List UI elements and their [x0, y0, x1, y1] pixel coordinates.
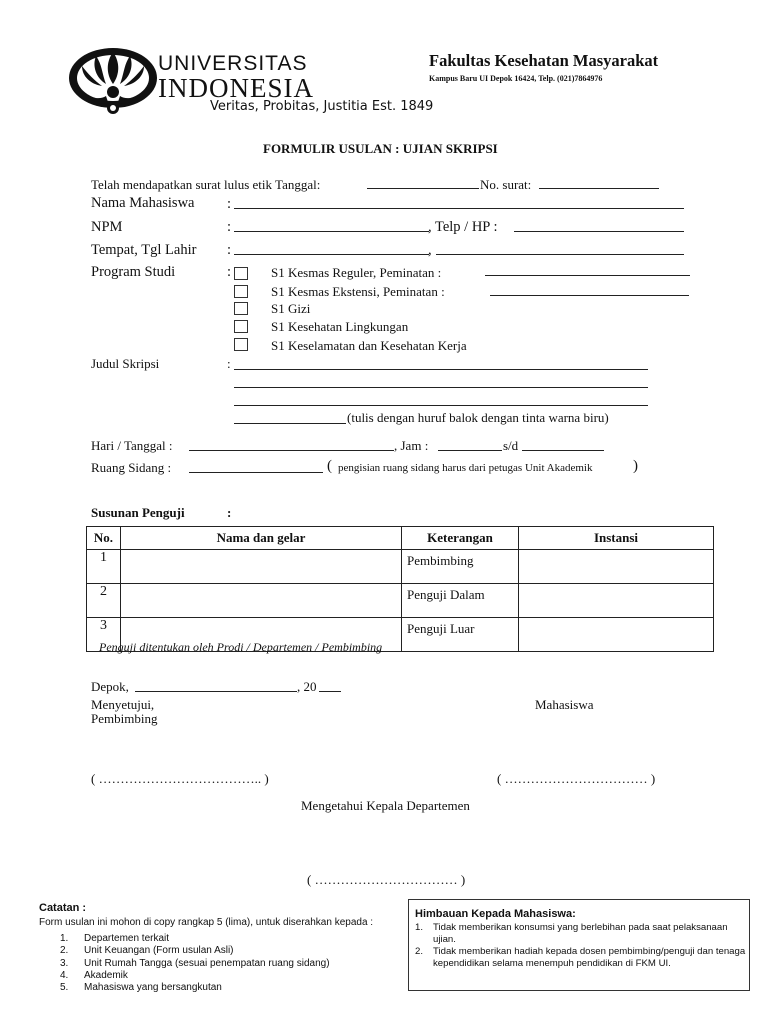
list-item: 4. Akademik: [60, 969, 128, 981]
program-option-2: S1 Kesmas Ekstensi, Peminatan :: [271, 284, 445, 299]
nama-label: Nama Mahasiswa: [91, 195, 195, 211]
list-item: 2. Tidak memberikan hadiah kepada dosen pembimbing/penguji dan tenaga kependidikan selama menempuh pendidikan di FKM UI.: [415, 946, 746, 969]
program-option-4: S1 Kesehatan Lingkungan: [271, 319, 409, 334]
keterangan-cell: Penguji Dalam: [402, 584, 519, 618]
himbauan-list: [415, 922, 749, 970]
telp-field[interactable]: [514, 231, 684, 232]
catatan-title: Catatan :: [39, 902, 87, 914]
ruang-field[interactable]: [189, 472, 323, 473]
form-title: FORMULIR USULAN : UJIAN SKRIPSI: [263, 141, 498, 156]
catatan-list: [60, 933, 330, 994]
university-name-line1: UNIVERSITAS: [158, 52, 308, 75]
catatan-intro: Form usulan ini mohon di copy rangkap 5 (lima), untuk diserahkan kepada :: [39, 917, 374, 928]
peminatan-reguler-field[interactable]: [485, 275, 690, 276]
no-surat-field[interactable]: [539, 188, 659, 189]
nama-field[interactable]: [234, 208, 684, 209]
pembimbing-signature[interactable]: ( ……………………………….. ): [91, 771, 269, 786]
depok-year-field[interactable]: [319, 691, 341, 692]
mengetahui-label: Mengetahui Kepala Departemen: [301, 798, 470, 813]
etik-label: Telah mendapatkan surat lulus etik Tanggal:: [91, 177, 321, 192]
ruang-note-open: (: [327, 458, 332, 474]
judul-line-4[interactable]: [234, 423, 346, 424]
table-row: [87, 550, 714, 584]
mahasiswa-label: Mahasiswa: [535, 697, 594, 712]
program-checkbox-4[interactable]: [234, 320, 248, 333]
nama-cell[interactable]: [121, 584, 402, 618]
npm-colon: :: [227, 219, 232, 235]
judul-line-3[interactable]: [234, 405, 648, 406]
program-checkbox-5[interactable]: [234, 338, 248, 351]
program-checkbox-3[interactable]: [234, 302, 248, 315]
ttl-comma: ,: [428, 242, 432, 258]
faculty-name: Fakultas Kesehatan Masyarakat: [429, 51, 659, 70]
himbauan-box: [408, 899, 750, 991]
program-colon: :: [227, 264, 232, 280]
keterangan-cell: Penguji Luar: [402, 618, 519, 652]
keterangan-cell: Pembimbing: [402, 550, 519, 584]
program-option-3: S1 Gizi: [271, 301, 311, 316]
program-checkbox-2[interactable]: [234, 285, 248, 298]
penguji-note: Penguji ditentukan oleh Prodi / Departemen / Pembimbing: [99, 640, 383, 654]
npm-field[interactable]: [234, 231, 429, 232]
penguji-table: [86, 526, 714, 652]
jam-label: , Jam :: [394, 438, 429, 453]
row-no: 2: [87, 584, 121, 618]
kepala-departemen-signature[interactable]: ( …………………………… ): [307, 872, 466, 887]
depok-date-field[interactable]: [135, 691, 297, 692]
ruang-note: pengisian ruang sidang harus dari petugas Unit Akademik: [338, 462, 593, 474]
depok-year-label: , 20: [297, 679, 317, 694]
nama-cell[interactable]: [121, 550, 402, 584]
judul-line-2[interactable]: [234, 387, 648, 388]
tempat-field[interactable]: [234, 254, 429, 255]
jam-start-field[interactable]: [438, 450, 502, 451]
judul-colon: :: [227, 356, 231, 371]
ruang-note-close: ): [633, 458, 638, 474]
row-no: 1: [87, 550, 121, 584]
program-option-1: S1 Kesmas Reguler, Peminatan :: [271, 265, 442, 280]
list-item: 1. Departemen terkait: [60, 933, 170, 944]
etik-date-field[interactable]: [367, 188, 479, 189]
no-surat-label: No. surat:: [480, 177, 532, 192]
hari-field[interactable]: [189, 450, 394, 451]
list-item: 3. Unit Rumah Tangga (sesuai penempatan ruang sidang): [60, 957, 330, 969]
table-header-row: [87, 527, 714, 550]
instansi-cell[interactable]: [519, 584, 714, 618]
ttl-colon: :: [227, 242, 232, 258]
judul-note: (tulis dengan huruf balok dengan tinta warna biru): [347, 410, 609, 425]
university-name-line2: INDONESIA: [158, 73, 314, 103]
instansi-cell[interactable]: [519, 550, 714, 584]
faculty-address: Kampus Baru UI Depok 16424, Telp. (021)7864976: [429, 74, 603, 83]
penguji-colon: :: [227, 505, 232, 520]
ruang-label: Ruang Sidang :: [91, 460, 172, 475]
university-motto: Veritas, Probitas, Justitia Est. 1849: [210, 99, 434, 114]
program-label: Program Studi: [91, 264, 176, 280]
list-item: 1. Tidak memberikan konsumsi yang berlebihan pada saat pelaksanaan ujian.: [415, 922, 728, 945]
col-keterangan: Keterangan: [402, 527, 519, 550]
penguji-title: Susunan Penguji: [91, 505, 185, 520]
mahasiswa-signature[interactable]: ( …………………………… ): [497, 771, 656, 786]
judul-label: Judul Skripsi: [91, 356, 160, 371]
tgl-lahir-field[interactable]: [436, 254, 684, 255]
pembimbing-label: Pembimbing: [91, 711, 158, 726]
instansi-cell[interactable]: [519, 618, 714, 652]
col-instansi: Instansi: [519, 527, 714, 550]
nama-colon: :: [227, 196, 232, 212]
list-item: 5. Mahasiswa yang bersangkutan: [60, 982, 222, 994]
sd-label: s/d: [503, 438, 519, 453]
university-logo-icon: [66, 44, 160, 118]
judul-line-1[interactable]: [234, 369, 648, 370]
peminatan-ekstensi-field[interactable]: [490, 295, 689, 296]
program-checkbox-1[interactable]: [234, 267, 248, 280]
jam-end-field[interactable]: [522, 450, 604, 451]
col-no: No.: [87, 527, 121, 550]
menyetujui-label: Menyetujui,: [91, 697, 155, 712]
himbauan-title: Himbauan Kepada Mahasiswa:: [415, 908, 576, 920]
npm-label: NPM: [91, 219, 123, 235]
depok-label: Depok,: [91, 679, 129, 694]
list-item: 2. Unit Keuangan (Form usulan Asli): [60, 945, 234, 957]
col-nama: Nama dan gelar: [121, 527, 402, 550]
ttl-label: Tempat, Tgl Lahir: [91, 242, 197, 258]
program-option-5: S1 Keselamatan dan Kesehatan Kerja: [271, 338, 467, 353]
hari-label: Hari / Tanggal :: [91, 438, 173, 453]
telp-label: , Telp / HP :: [428, 219, 498, 235]
row-no: 3: [87, 618, 121, 652]
table-row: [87, 584, 714, 618]
